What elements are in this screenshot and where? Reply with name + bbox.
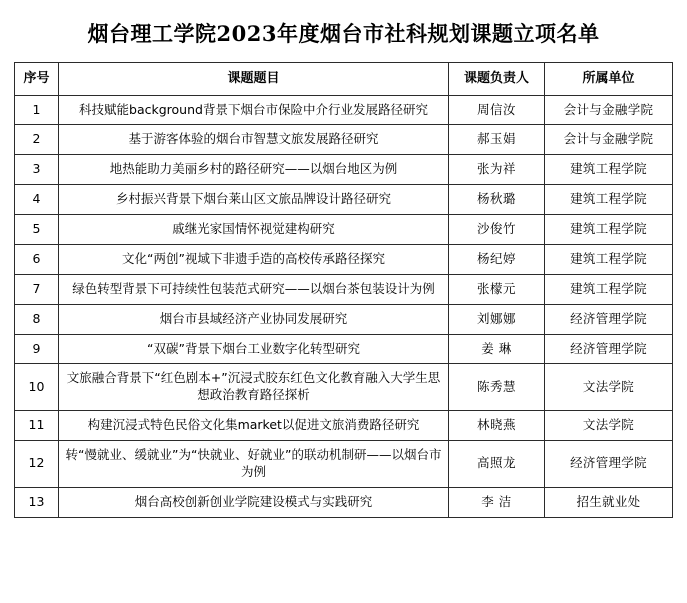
cell-lead: 张檬元	[449, 274, 545, 304]
cell-title: 烟台市县域经济产业协同发展研究	[59, 304, 449, 334]
cell-no: 9	[15, 334, 59, 364]
cell-lead: 高照龙	[449, 441, 545, 488]
cell-lead: 沙俊竹	[449, 215, 545, 245]
cell-title: 文旅融合背景下“红色剧本+”沉浸式胶东红色文化教育融入大学生思想政治教育路径探析	[59, 364, 449, 411]
cell-title: 戚继光家国情怀视觉建构研究	[59, 215, 449, 245]
cell-unit: 建筑工程学院	[545, 274, 673, 304]
cell-unit: 建筑工程学院	[545, 215, 673, 245]
table-row	[15, 274, 673, 304]
cell-unit: 会计与金融学院	[545, 95, 673, 125]
cell-lead: 郝玉娟	[449, 125, 545, 155]
cell-no: 5	[15, 215, 59, 245]
table-row	[15, 334, 673, 364]
cell-unit: 建筑工程学院	[545, 185, 673, 215]
cell-title: 构建沉浸式特色民俗文化集market以促进文旅消费路径研究	[59, 411, 449, 441]
cell-unit: 建筑工程学院	[545, 155, 673, 185]
column-header-lead: 课题负责人	[449, 63, 545, 96]
cell-no: 2	[15, 125, 59, 155]
cell-no: 10	[15, 364, 59, 411]
cell-no: 7	[15, 274, 59, 304]
page-title: 烟台理工学院2023年度烟台市社科规划课题立项名单	[87, 21, 600, 46]
table-row	[15, 441, 673, 488]
table-row	[15, 304, 673, 334]
column-header-title: 课题题目	[59, 63, 449, 96]
table-row	[15, 125, 673, 155]
cell-title: 文化“两创”视域下非遗手造的高校传承路径探究	[59, 244, 449, 274]
cell-lead: 张为祥	[449, 155, 545, 185]
cell-unit: 建筑工程学院	[545, 244, 673, 274]
cell-no: 12	[15, 441, 59, 488]
cell-no: 1	[15, 95, 59, 125]
cell-unit: 会计与金融学院	[545, 125, 673, 155]
table-row	[15, 364, 673, 411]
cell-lead: 林晓燕	[449, 411, 545, 441]
table-row	[15, 244, 673, 274]
cell-lead: 姜 琳	[449, 334, 545, 364]
cell-no: 6	[15, 244, 59, 274]
cell-unit: 经济管理学院	[545, 334, 673, 364]
cell-no: 8	[15, 304, 59, 334]
cell-title: 科技赋能background背景下烟台市保险中介行业发展路径研究	[59, 95, 449, 125]
cell-unit: 文法学院	[545, 364, 673, 411]
cell-lead: 杨纪婷	[449, 244, 545, 274]
table-row	[15, 155, 673, 185]
cell-unit: 经济管理学院	[545, 441, 673, 488]
cell-lead: 李 洁	[449, 487, 545, 517]
column-header-no: 序号	[15, 63, 59, 96]
cell-title: 烟台高校创新创业学院建设模式与实践研究	[59, 487, 449, 517]
cell-no: 11	[15, 411, 59, 441]
cell-title: “双碳”背景下烟台工业数字化转型研究	[59, 334, 449, 364]
table-row	[15, 411, 673, 441]
cell-title: 地热能助力美丽乡村的路径研究——以烟台地区为例	[59, 155, 449, 185]
cell-lead: 杨秋璐	[449, 185, 545, 215]
cell-title: 乡村振兴背景下烟台莱山区文旅品牌设计路径研究	[59, 185, 449, 215]
cell-unit: 招生就业处	[545, 487, 673, 517]
cell-lead: 刘娜娜	[449, 304, 545, 334]
cell-title: 绿色转型背景下可持续性包装范式研究——以烟台茶包装设计为例	[59, 274, 449, 304]
table-row	[15, 185, 673, 215]
cell-no: 3	[15, 155, 59, 185]
table-row	[15, 487, 673, 517]
cell-title: 转“慢就业、缓就业”为“快就业、好就业”的联动机制研——以烟台市为例	[59, 441, 449, 488]
cell-lead: 周信汝	[449, 95, 545, 125]
project-list-table	[14, 62, 673, 518]
table-header-row	[15, 63, 673, 96]
cell-no: 13	[15, 487, 59, 517]
cell-no: 4	[15, 185, 59, 215]
column-header-unit: 所属单位	[545, 63, 673, 96]
table-row	[15, 95, 673, 125]
cell-title: 基于游客体验的烟台市智慧文旅发展路径研究	[59, 125, 449, 155]
cell-lead: 陈秀慧	[449, 364, 545, 411]
table-row	[15, 215, 673, 245]
cell-unit: 经济管理学院	[545, 304, 673, 334]
cell-unit: 文法学院	[545, 411, 673, 441]
